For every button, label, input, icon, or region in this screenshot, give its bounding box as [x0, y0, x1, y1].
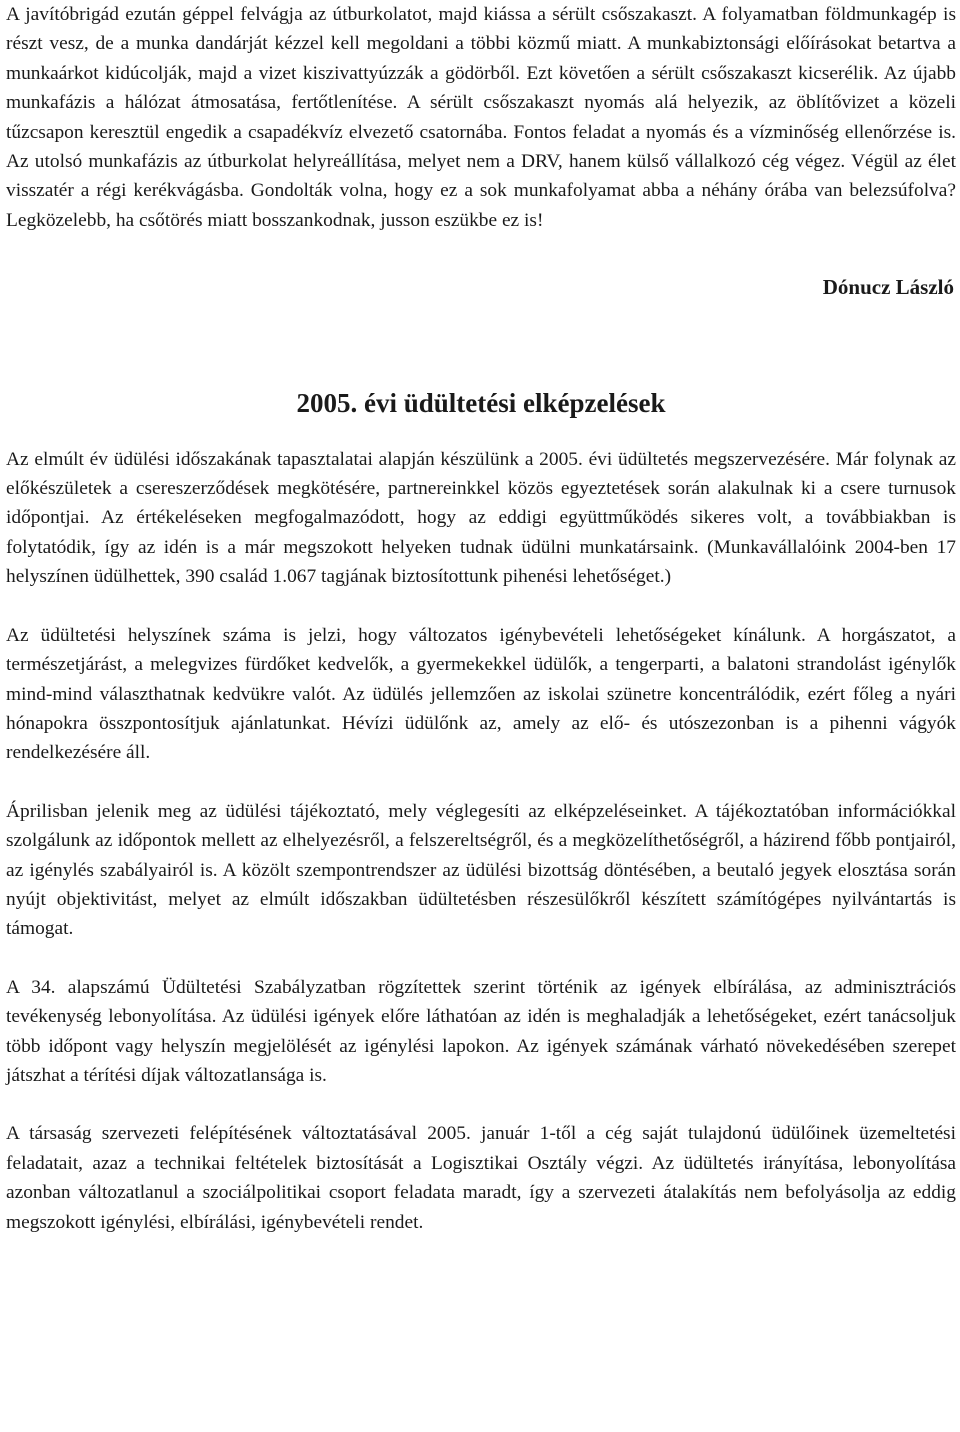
body-paragraph-5: A társaság szervezeti felépítésének változtatásával 2005. január 1-től a cég saját tulajdonú üdülőinek üzemeltetési feladatait, azaz a technikai feltételek biztosítását a Logisztikai Osztály végzi. Az üdültetés irányítása, lebonyolítása azonban változatlanul a szociálpolitikai csoport feladata maradt, így a szervezeti átalakítás nem befolyásolja az eddig megszokott igénylési, elbírálási, igénybevételi rendet. [6, 1123, 956, 1233]
article-body-paragraph: A javítóbrigád ezután géppel felvágja az útburkolatot, majd kiássa a sérült csőszakaszt. A folyamatban földmunkagép is részt vesz, de a munka dandárját kézzel kell megoldani a többi közmű miatt. A munkabiztonsági előírásokat betartva a munkaárkot kidúcolják, majd a vizet kiszivattyúzzák a gödörből. Ezt követően a sérült csőszakaszt kicserélik. Az újabb munkafázis a hálózat átmosatása, fertőtlenítése. A sérült csőszakaszt nyomás alá helyezik, az öblítővizet a közeli tűzcsapon keresztül engedik a csapadékvíz elvezető csatornába. Fontos feladat a nyomás és a vízminőség ellenőrzése is. Az utolsó munkafázis az útburkolat helyreállítása, melyet nem a DRV, hanem külső vállalkozó cég végez. Végül az élet visszatér a régi kerékvágásba. Gondolták volna, hogy ez a sok munkafolyamat abba a néhány órába van belezsúfolva? Legközelebb, ha csőtörés miatt bosszankodnak, jusson eszükbe ez is! [6, 4, 956, 231]
section-title: 2005. évi üdültetési elképzelések [296, 387, 666, 418]
body-paragraph-4: A 34. alapszámú Üdültetési Szabályzatban rögzítettek szerint történik az igények elbírálása, az adminisztrációs tevékenység lebonyolítása. Az üdülési igények előre láthatóan az idén is meghaladják a lehetőségeket, ezért tanácsoljuk több időpont vagy helyszín megjelölését az igénylési lapokon. Az igények számának várható növekedésében szerepet játszhat a térítési díjak változatlansága is. [6, 976, 956, 1086]
body-paragraph-1: Az elmúlt év üdülési időszakának tapasztalatai alapján készülünk a 2005. évi üdültetés megszervezésére. Már folynak az előkészületek a csereszerződések megkötésére, partnereinkkel közös egyeztetések során alakulnak ki a csere turnusok időpontjai. Az értékeléseken megfogalmazódott, hogy az eddigi együttműködés sikeres volt, a továbbiakban is folytatódik, így az idén is a már megszokott helyeken tudnak üdülni munkatársaink. (Munkavállalóink 2004-ben 17 helyszínen üdülhettek, 390 család 1.067 tagjának biztosítottunk pihenési lehetőséget.) [6, 448, 956, 588]
body-paragraph-3: Áprilisban jelenik meg az üdülési tájékoztató, mely véglegesíti az elképzeléseinket. A tájékoztatóban információkkal szolgálunk az időpontok mellett az elhelyezésről, a felszereltségről, és a megközelíthetőségről, a házirend főbb pontjairól, az igénylés szabályairól is. A közölt szempontrendszer az üdülési bizottság döntésében, a beutaló jegyek elosztása során nyújt objektivitást, melyet az elmúlt időszakban üdültetésben részesülőkről készített számítógépes nyilvántartás is támogat. [6, 800, 956, 940]
body-paragraph-2: Az üdültetési helyszínek száma is jelzi, hogy változatos igénybevételi lehetőségeket kínálunk. A horgászatot, a természetjárást, a melegvizes fürdőket kedvelők, a gyermekekkel üdülők, a tengerparti, a balatoni strandolást igénylők mind-mind választhatnak kedvükre valót. Az üdülés jellemzően az iskolai szünetre koncentrálódik, ezért főleg a nyári hónapokra összpontosítjuk ajánlatunkat. Hévízi üdülőnk az, amely az elő- és utószezonban is a pihenni vágyók rendelkezésére áll. [6, 624, 956, 764]
author-signature: Dónucz László [822, 275, 954, 300]
document-page [6, 0, 956, 1237]
